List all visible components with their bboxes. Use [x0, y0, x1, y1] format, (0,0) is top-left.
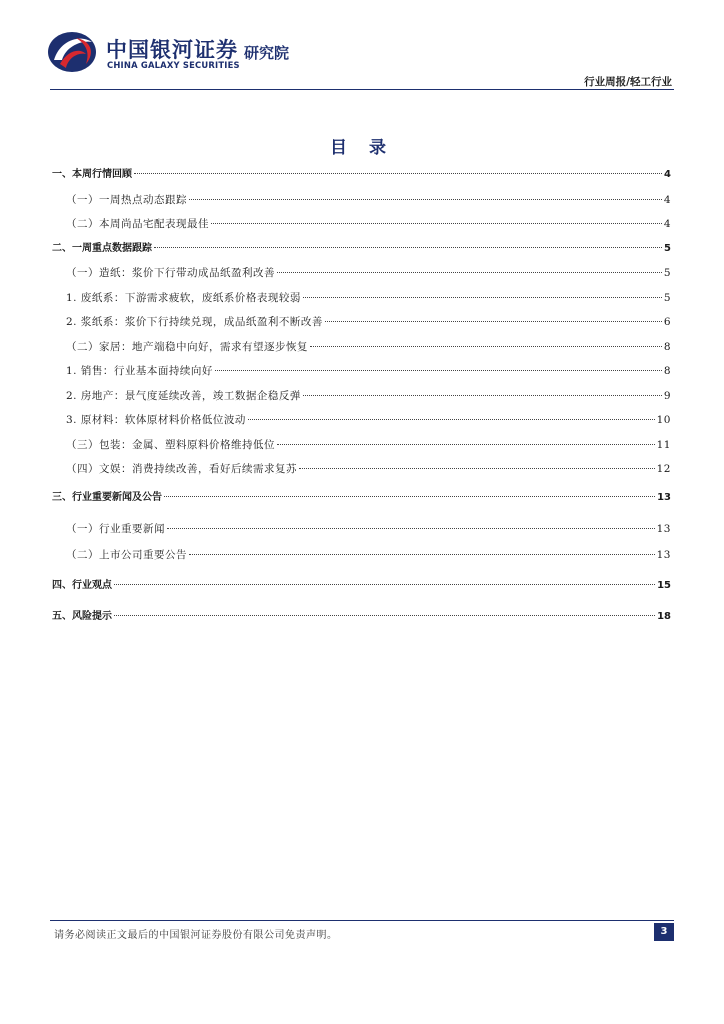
toc-dot-leader — [277, 444, 655, 445]
toc-entry[interactable] — [66, 438, 671, 452]
brand-name-en: CHINA GALAXY SECURITIES — [107, 60, 240, 70]
toc-entry-text: 一、本周行情回顾 — [52, 169, 132, 180]
toc-dot-leader — [211, 223, 662, 224]
disclaimer-text: 请务必阅读正文最后的中国银河证券股份有限公司免责声明。 — [54, 930, 338, 941]
toc-entry-text: （四）文娱：消费持续改善，看好后续需求复苏 — [66, 463, 297, 475]
toc-entry[interactable] — [66, 217, 671, 231]
toc-entry-page: 6 — [663, 316, 671, 328]
toc-dot-leader — [215, 370, 662, 371]
toc-entry-text: （一）造纸：浆价下行带动成品纸盈利改善 — [66, 267, 275, 279]
toc-entry-page: 9 — [663, 390, 671, 402]
toc-dot-leader — [310, 346, 662, 347]
toc-entry-page: 4 — [663, 218, 671, 230]
toc-entry-text: 四、行业观点 — [52, 580, 112, 591]
toc-entry[interactable] — [66, 266, 671, 280]
toc-entry-page: 8 — [663, 365, 671, 377]
toc-entry[interactable] — [66, 340, 671, 354]
toc-entry-page: 13 — [656, 523, 671, 535]
toc-entry-page: 5 — [663, 267, 671, 279]
toc-entry[interactable] — [66, 364, 671, 378]
toc-title: 目 录 — [330, 138, 394, 158]
toc-entry-text: 1. 废纸系：下游需求疲软，废纸系价格表现较弱 — [66, 292, 301, 304]
toc-entry-text: 2. 浆纸系：浆价下行持续兑现，成品纸盈利不断改善 — [66, 316, 323, 328]
toc-entry[interactable] — [66, 413, 671, 427]
header-divider — [50, 89, 674, 90]
toc-dot-leader — [189, 199, 662, 200]
toc-entry[interactable] — [66, 291, 671, 305]
toc-entry[interactable] — [52, 610, 671, 624]
toc-entry[interactable] — [52, 579, 671, 593]
toc-dot-leader — [164, 496, 655, 497]
toc-entry-page: 13 — [657, 492, 671, 503]
toc-entry-text: （一）一周热点动态跟踪 — [66, 194, 187, 206]
toc-dot-leader — [303, 395, 662, 396]
toc-dot-leader — [248, 419, 655, 420]
galaxy-logo-icon — [46, 30, 98, 74]
toc-entry-text: （二）上市公司重要公告 — [66, 549, 187, 561]
toc-entry[interactable] — [66, 193, 671, 207]
toc-entry[interactable] — [66, 462, 671, 476]
toc-entry[interactable] — [52, 242, 671, 256]
toc-dot-leader — [114, 615, 655, 616]
toc-entry-text: （二）家居：地产端稳中向好，需求有望逐步恢复 — [66, 341, 308, 353]
toc-dot-leader — [114, 584, 655, 585]
toc-entry[interactable] — [52, 168, 671, 182]
toc-entry-page: 11 — [656, 439, 671, 451]
toc-dot-leader — [299, 468, 655, 469]
toc-entry[interactable] — [66, 522, 671, 536]
institute-label: 研究院 — [244, 44, 290, 62]
toc-entry-page: 10 — [656, 414, 671, 426]
toc-dot-leader — [325, 321, 662, 322]
toc-dot-leader — [134, 173, 662, 174]
toc-entry-text: 三、行业重要新闻及公告 — [52, 492, 162, 503]
toc-entry[interactable] — [66, 389, 671, 403]
toc-entry-page: 4 — [664, 169, 671, 180]
toc-entry-page: 5 — [664, 243, 671, 254]
toc-entry-page: 15 — [657, 580, 671, 591]
toc-dot-leader — [189, 554, 655, 555]
toc-dot-leader — [154, 247, 662, 248]
toc-entry-page: 13 — [656, 549, 671, 561]
toc-entry-page: 5 — [663, 292, 671, 304]
toc-entry-text: 二、一周重点数据跟踪 — [52, 243, 152, 254]
toc-entry-page: 12 — [656, 463, 671, 475]
page-number: 3 — [654, 923, 674, 941]
toc-dot-leader — [303, 297, 662, 298]
toc-entry-page: 4 — [663, 194, 671, 206]
toc-entry-page: 8 — [663, 341, 671, 353]
toc-entry-text: 五、风险提示 — [52, 611, 112, 622]
report-type-label: 行业周报/轻工行业 — [584, 76, 672, 88]
toc-entry[interactable] — [66, 548, 671, 562]
toc-dot-leader — [167, 528, 655, 529]
footer-divider — [50, 920, 674, 921]
toc-entry-text: 3. 原材料：软体原材料价格低位波动 — [66, 414, 246, 426]
toc-entry[interactable] — [66, 315, 671, 329]
toc-entry-text: 2. 房地产：景气度延续改善，竣工数据企稳反弹 — [66, 390, 301, 402]
toc-entry[interactable] — [52, 491, 671, 505]
toc-entry-text: 1. 销售：行业基本面持续向好 — [66, 365, 213, 377]
toc-entry-page: 18 — [657, 611, 671, 622]
toc-entry-text: （三）包装：金属、塑料原料价格维持低位 — [66, 439, 275, 451]
toc-entry-text: （一）行业重要新闻 — [66, 523, 165, 535]
toc-entry-text: （二）本周尚品宅配表现最佳 — [66, 218, 209, 230]
brand-name-cn: 中国银河证券 — [106, 38, 238, 62]
toc-dot-leader — [277, 272, 662, 273]
